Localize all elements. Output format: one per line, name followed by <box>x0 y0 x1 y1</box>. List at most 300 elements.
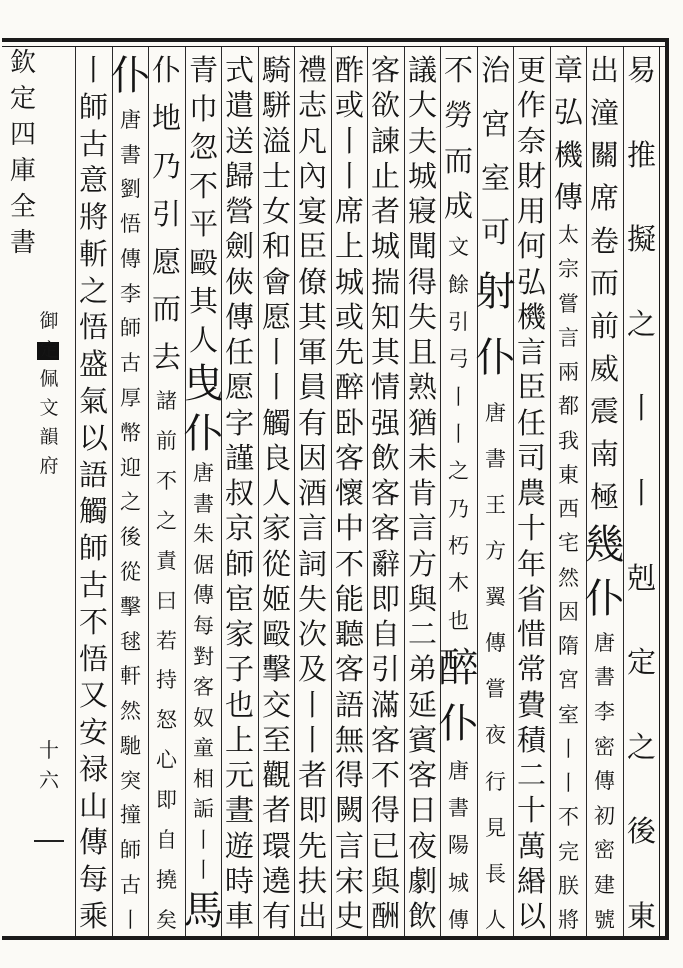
page-number-char: 十 <box>39 738 59 762</box>
text-char: 南 <box>589 436 619 471</box>
annotation-char: 書 <box>120 142 141 167</box>
text-char: 惜 <box>516 617 546 651</box>
text-char: 字 <box>224 405 254 440</box>
section-title-char: 府 <box>39 455 59 477</box>
annotation-char: 室 <box>558 702 579 727</box>
text-char: 之 <box>78 273 108 308</box>
text-char: 姬 <box>261 581 291 616</box>
section-title-char: 韻 <box>39 426 59 448</box>
text-char: 人 <box>188 322 218 357</box>
text-char: 弟 <box>407 652 437 687</box>
annotation-char: 突 <box>120 768 141 793</box>
text-char: 叔 <box>224 476 254 510</box>
annotation-char: 丨 <box>448 384 469 409</box>
text-char: 中 <box>334 511 364 546</box>
text-char: 卧 <box>334 405 364 440</box>
text-char: 毆 <box>261 617 291 651</box>
text-char: 農 <box>516 476 546 510</box>
text-char: 何 <box>516 229 546 264</box>
text-char: 城 <box>334 264 364 299</box>
section-title-char: 文 <box>39 397 59 419</box>
text-char: 章 <box>553 53 583 87</box>
text-char: 溢 <box>261 123 291 158</box>
annotation-char: 書 <box>448 795 469 820</box>
annotation-char: 責 <box>156 548 177 573</box>
annotation-char: 客 <box>193 675 214 700</box>
text-char: 大 <box>407 88 437 123</box>
text-column <box>551 53 586 932</box>
annotation-char: 書 <box>485 446 506 471</box>
text-char: 得 <box>334 758 364 792</box>
annotation-char: 馳 <box>120 733 141 758</box>
annotation-char: 號 <box>594 907 615 932</box>
text-char: 延 <box>407 687 437 722</box>
book-title-char: 全 <box>9 192 36 222</box>
text-char: 失 <box>297 581 327 616</box>
text-char: 方 <box>407 546 437 581</box>
annotation-char: 古 <box>120 351 141 376</box>
annotation-char: 西 <box>558 497 579 521</box>
text-char: 愿 <box>151 244 181 279</box>
text-char: 任 <box>224 335 254 369</box>
text-char: 擊 <box>261 652 291 687</box>
annotation-char: 師 <box>120 838 141 863</box>
headword-char: 仆 <box>584 575 625 622</box>
text-char: 交 <box>261 687 291 722</box>
annotation-char: 傳 <box>120 246 141 271</box>
annotation-char: 每 <box>193 613 214 638</box>
top-border-inner <box>2 46 669 47</box>
annotation-char: 矣 <box>156 907 177 932</box>
text-char: 悟 <box>78 641 108 676</box>
text-char: 猶 <box>407 405 437 440</box>
text-char: 未 <box>407 440 437 475</box>
text-char: 夫 <box>407 123 437 158</box>
annotation-char: 丨 <box>448 421 469 446</box>
text-char: 寢 <box>407 194 437 228</box>
text-char: 省 <box>516 581 546 616</box>
text-char: 會 <box>261 264 291 299</box>
annotation-char: 唐 <box>485 400 506 425</box>
text-char: 者 <box>297 758 327 792</box>
text-char: 語 <box>78 457 108 492</box>
text-char: 臣 <box>297 229 327 264</box>
top-border <box>2 38 669 42</box>
text-char: 丨 <box>261 370 291 405</box>
text-char: 席 <box>589 180 619 215</box>
text-char: 營 <box>224 194 254 228</box>
text-char: 古 <box>78 567 108 602</box>
text-char: 地 <box>151 100 181 135</box>
annotation-char: 言 <box>558 325 579 350</box>
text-char: 宦 <box>224 581 254 616</box>
annotation-char: 之 <box>156 508 177 533</box>
text-char: 情 <box>370 370 400 405</box>
headword-char: 仆 <box>183 410 224 457</box>
text-char: 引 <box>151 196 181 231</box>
text-char: 言 <box>334 828 364 863</box>
text-char: 言 <box>297 511 327 546</box>
section-title-char: 御 <box>39 310 59 332</box>
text-char: 內 <box>297 158 327 193</box>
text-char: 其 <box>297 299 327 334</box>
book-title-char: 定 <box>9 84 36 114</box>
annotation-char: 厚 <box>120 386 141 411</box>
text-char: 騎 <box>261 53 291 87</box>
text-char: 城 <box>370 229 400 264</box>
text-char: 自 <box>370 617 400 651</box>
annotation-char: 唐 <box>594 630 615 655</box>
text-char: 得 <box>370 793 400 828</box>
annotation-char: 文 <box>448 235 469 260</box>
text-char: 歸 <box>224 158 254 193</box>
annotation-char: 相 <box>193 766 214 791</box>
text-char: 作 <box>516 88 546 123</box>
annotation-char: 撓 <box>156 867 177 892</box>
text-char: 丨 <box>626 475 656 510</box>
annotation-char: 木 <box>448 571 469 596</box>
annotation-char: 後 <box>120 525 141 550</box>
text-char: 志 <box>297 88 327 123</box>
annotation-char: 古 <box>120 872 141 897</box>
text-char: 二 <box>407 617 437 651</box>
text-char: 丨 <box>78 53 108 87</box>
text-column <box>110 53 151 932</box>
text-char: 禄 <box>78 751 108 786</box>
annotation-char: 宅 <box>558 531 579 556</box>
section-title-char: 定 <box>39 339 59 361</box>
annotation-char: 傳 <box>193 583 214 608</box>
text-char: 任 <box>516 405 546 440</box>
annotation-char: 嘗 <box>558 291 579 316</box>
text-char: 丨 <box>334 123 364 158</box>
text-char: 家 <box>261 511 291 546</box>
text-char: 止 <box>370 158 400 193</box>
annotation-char: 見 <box>485 815 506 840</box>
page-margin <box>4 50 66 930</box>
text-char: 奈 <box>516 123 546 158</box>
annotation-char: 唐 <box>193 461 214 486</box>
text-char: 每 <box>78 862 108 897</box>
text-char: 去 <box>151 340 181 375</box>
text-char: 聽 <box>334 617 364 651</box>
annotation-char: 軒 <box>120 664 141 689</box>
text-char: 與 <box>407 581 437 616</box>
text-char: 至 <box>261 722 291 757</box>
annotation-char: 唐 <box>448 758 469 783</box>
text-column <box>76 53 111 933</box>
text-char: 剋 <box>626 560 656 595</box>
text-char: 又 <box>78 678 108 713</box>
text-char: 推 <box>626 137 656 172</box>
text-char: 上 <box>334 229 364 264</box>
text-char: 與 <box>370 863 400 898</box>
headword-char: 射 <box>475 269 516 316</box>
annotation-char: 弓 <box>448 347 469 372</box>
annotation-char: 王 <box>485 492 506 517</box>
text-char: 遶 <box>261 863 291 898</box>
annotation-char: 詬 <box>193 797 214 822</box>
annotation-char: 朕 <box>558 873 579 898</box>
text-char: 財 <box>516 158 546 193</box>
text-char: 從 <box>261 546 291 581</box>
text-char: 闕 <box>334 793 364 828</box>
bottom-border <box>2 936 669 940</box>
annotation-char: 然 <box>120 699 141 724</box>
text-char: 丨 <box>297 687 327 722</box>
annotation-char: 因 <box>558 599 579 624</box>
text-char: 先 <box>297 828 327 863</box>
text-char: 青 <box>188 53 218 87</box>
text-char: 夜 <box>407 828 437 863</box>
text-char: 之 <box>626 729 656 764</box>
text-char: 已 <box>370 828 400 863</box>
annotation-char: 童 <box>193 736 214 761</box>
annotation-char: 兩 <box>558 360 579 384</box>
text-char: 辭 <box>370 546 400 581</box>
text-char: 揣 <box>370 264 400 299</box>
text-char: 軍 <box>297 335 327 369</box>
text-char: 和 <box>261 229 291 264</box>
text-char: 更 <box>516 53 546 87</box>
annotation-char: 完 <box>558 839 579 864</box>
text-column <box>295 53 330 933</box>
text-char: 極 <box>589 479 619 514</box>
text-char: 晝 <box>224 793 254 828</box>
text-char: 者 <box>370 194 400 228</box>
text-char: 其 <box>188 284 218 319</box>
annotation-char: 從 <box>120 559 141 584</box>
text-char: 語 <box>334 687 364 722</box>
text-char: 師 <box>224 546 254 581</box>
annotation-char: 夜 <box>485 723 506 748</box>
text-char: 丨 <box>334 158 364 193</box>
text-char: 氣 <box>78 384 108 419</box>
text-char: 傳 <box>553 179 583 214</box>
text-char: 客 <box>370 722 400 757</box>
text-char: 擬 <box>626 222 656 257</box>
text-char: 知 <box>370 299 400 334</box>
text-char: 震 <box>589 394 619 429</box>
text-char: 卷 <box>589 223 619 258</box>
text-char: 出 <box>297 899 327 933</box>
text-char: 酒 <box>297 476 327 510</box>
annotation-char: 陽 <box>448 833 469 858</box>
text-char: 遣 <box>224 88 254 123</box>
page-number <box>34 740 64 800</box>
headword-char: 仆 <box>475 334 516 381</box>
text-char: 後 <box>626 814 656 849</box>
page-number-char: 六 <box>39 768 59 792</box>
text-char: 十 <box>516 793 546 828</box>
text-char: 愿 <box>261 299 291 334</box>
text-char: 意 <box>78 163 108 198</box>
annotation-char: 李 <box>594 699 615 724</box>
annotation-char: 心 <box>156 748 177 773</box>
text-column <box>438 53 479 932</box>
text-char: 平 <box>188 207 218 242</box>
section-title-char: 佩 <box>39 368 59 390</box>
text-char: 二 <box>516 758 546 792</box>
text-char: 弘 <box>553 95 583 130</box>
text-char: 師 <box>78 531 108 566</box>
text-char: 師 <box>78 89 108 124</box>
text-char: 不 <box>334 546 364 581</box>
text-char: 凡 <box>297 123 327 158</box>
text-char: 送 <box>224 123 254 158</box>
text-char: 因 <box>297 440 327 475</box>
text-char: 城 <box>407 158 437 193</box>
annotation-char: 奴 <box>193 705 214 730</box>
text-char: 詞 <box>297 546 327 581</box>
annotation-char: 密 <box>594 838 615 863</box>
text-char: 觸 <box>261 405 291 440</box>
annotation-char: 書 <box>594 665 615 690</box>
annotation-char: 嘗 <box>485 677 506 702</box>
headword-char: 仆 <box>110 53 151 99</box>
annotation-char: 將 <box>558 908 579 932</box>
annotation-char: 丨 <box>558 736 579 761</box>
text-char: 乃 <box>151 148 181 183</box>
text-column <box>514 53 549 933</box>
text-char: 元 <box>224 758 254 792</box>
annotation-char: 也 <box>448 608 469 633</box>
text-char: 無 <box>334 722 364 757</box>
text-char: 客 <box>370 53 400 87</box>
text-char: 宮 <box>480 107 510 142</box>
annotation-char: 翼 <box>485 585 506 610</box>
right-border <box>665 38 669 940</box>
text-char: 有 <box>297 405 327 440</box>
text-column <box>584 53 625 932</box>
text-char: 其 <box>370 335 400 369</box>
text-char: 言 <box>516 335 546 369</box>
text-char: 客 <box>334 440 364 475</box>
text-char: 得 <box>407 264 437 299</box>
text-char: 女 <box>261 194 291 228</box>
text-char: 前 <box>589 308 619 343</box>
text-char: 宋 <box>334 863 364 898</box>
text-column <box>149 53 184 932</box>
text-char: 司 <box>516 440 546 475</box>
annotation-char: 書 <box>193 491 214 516</box>
annotation-char: 傳 <box>594 769 615 794</box>
annotation-char: 丨 <box>193 858 214 883</box>
text-char: 將 <box>78 200 108 235</box>
text-char: 盛 <box>78 347 108 382</box>
text-char: 乘 <box>78 898 108 933</box>
section-title <box>36 312 62 486</box>
text-char: 宴 <box>297 194 327 228</box>
text-char: 環 <box>261 828 291 863</box>
text-char: 山 <box>78 788 108 823</box>
text-char: 萬 <box>516 828 546 863</box>
text-char: 可 <box>480 215 510 250</box>
annotation-char: 不 <box>156 469 177 494</box>
headword-char: 幾 <box>584 522 625 569</box>
text-char: 東 <box>626 898 656 933</box>
text-char: 用 <box>516 194 546 228</box>
book-title-char: 書 <box>9 228 36 258</box>
annotation-char: 丨 <box>558 771 579 795</box>
text-char: 良 <box>261 440 291 475</box>
text-char: 古 <box>78 126 108 161</box>
text-char: 引 <box>370 652 400 687</box>
text-char: 易 <box>626 53 656 87</box>
annotation-char: 丨 <box>193 827 214 852</box>
folio-line <box>34 840 64 842</box>
annotation-char: 即 <box>156 788 177 813</box>
text-char: 愿 <box>224 370 254 405</box>
text-column <box>222 53 257 933</box>
annotation-char: 城 <box>448 870 469 895</box>
text-column <box>368 53 403 933</box>
text-char: 飲 <box>407 899 437 933</box>
text-char: 也 <box>224 687 254 722</box>
text-column <box>183 53 224 934</box>
text-char: 以 <box>78 420 108 455</box>
text-char: 毆 <box>188 245 218 280</box>
text-char: 禮 <box>297 53 327 87</box>
annotation-char: 行 <box>485 769 506 794</box>
annotation-char: 倨 <box>193 552 214 577</box>
text-char: 或 <box>334 299 364 334</box>
text-char: 肯 <box>407 476 437 510</box>
annotation-char: 師 <box>120 316 141 341</box>
text-char: 有 <box>261 899 291 933</box>
annotation-char: 都 <box>558 394 579 419</box>
text-char: 失 <box>407 299 437 334</box>
text-char: 員 <box>297 370 327 405</box>
text-char: 安 <box>78 715 108 750</box>
text-char: 丨 <box>626 391 656 426</box>
text-char: 劇 <box>407 863 437 898</box>
text-char: 不 <box>443 53 473 87</box>
annotation-char: 對 <box>193 644 214 669</box>
text-char: 醉 <box>334 370 364 405</box>
text-char: 傳 <box>224 299 254 334</box>
text-char: 賓 <box>407 722 437 757</box>
text-char: 斬 <box>78 236 108 271</box>
text-char: 次 <box>297 617 327 651</box>
annotation-char: 隋 <box>558 634 579 658</box>
headword-char: 馬 <box>183 887 224 934</box>
book-title-char: 庫 <box>9 156 36 186</box>
text-char: 潼 <box>589 95 619 130</box>
text-char: 席 <box>334 194 364 228</box>
text-char: 不 <box>188 168 218 203</box>
annotation-char: 幣 <box>120 420 141 445</box>
text-char: 及 <box>297 652 327 687</box>
annotation-char: 不 <box>558 805 579 830</box>
text-char: 謹 <box>224 440 254 475</box>
book-title-char: 四 <box>9 120 36 150</box>
annotation-char: 怒 <box>156 708 177 733</box>
text-char: 言 <box>407 511 437 546</box>
annotation-char: 擊 <box>120 594 141 619</box>
annotation-char: 朽 <box>448 533 469 558</box>
text-char: 酬 <box>370 899 400 933</box>
text-char: 京 <box>224 511 254 546</box>
text-char: 治 <box>480 53 510 87</box>
text-char: 懷 <box>334 476 364 510</box>
text-char: 以 <box>516 899 546 933</box>
annotation-char: 傳 <box>485 631 506 656</box>
text-char: 車 <box>224 899 254 933</box>
annotation-char: 若 <box>156 628 177 653</box>
annotation-char: 毬 <box>120 629 141 654</box>
text-char: 人 <box>261 476 291 510</box>
